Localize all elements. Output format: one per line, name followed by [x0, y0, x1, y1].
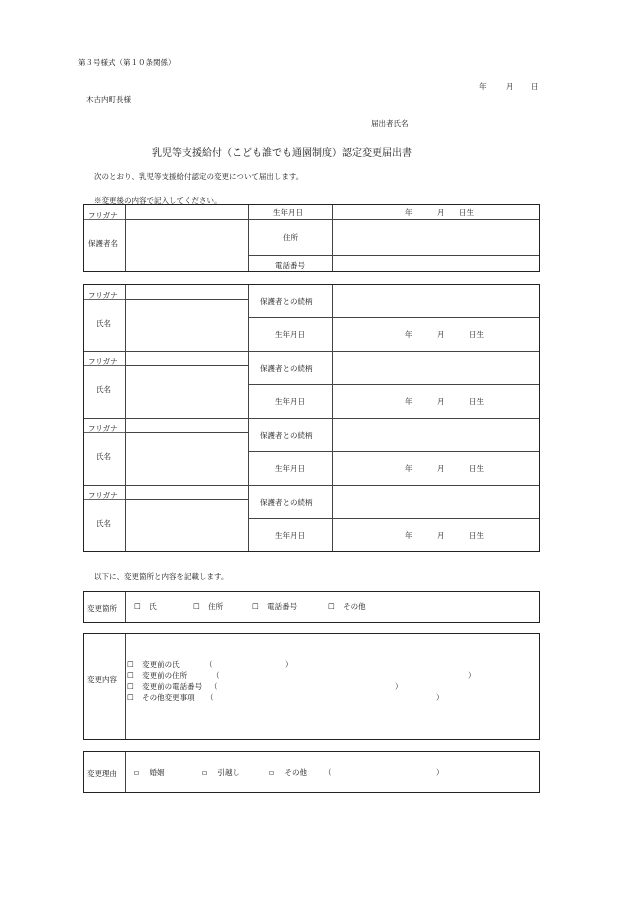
child-1-furigana-label: フリガナ — [88, 291, 118, 300]
change-content-label: 変更内容 — [87, 675, 117, 684]
change-reason-option-moving[interactable]: ▫ 引越し — [202, 768, 240, 777]
child-1-birth-label: 生年月日 — [275, 330, 305, 339]
open-paren: （ — [205, 660, 213, 669]
close-paren: ） — [285, 660, 293, 669]
checkbox-icon[interactable]: ▫ — [134, 768, 140, 777]
checkbox-icon[interactable]: ☐ — [134, 602, 141, 611]
change-content-line-surname[interactable]: ☐ 変更前の氏 — [127, 660, 180, 669]
change-place-option-phone[interactable]: ☐ 電話番号 — [252, 602, 298, 611]
change-place-option-other[interactable]: ☐ その他 — [328, 602, 366, 611]
child-4-furigana-label: フリガナ — [88, 491, 118, 500]
child-3-birth-label: 生年月日 — [275, 464, 305, 473]
checkbox-icon[interactable]: ▫ — [202, 768, 208, 777]
open-paren: （ — [212, 671, 220, 680]
instruction-text: ※変更後の内容で記入してください。 — [94, 196, 222, 205]
child-4-name-label: 氏名 — [96, 519, 111, 528]
child-3-relation-label: 保護者との続柄 — [260, 431, 313, 440]
guardian-table — [83, 204, 540, 272]
child-4-birth-month: 月 — [437, 531, 445, 540]
addressee: 木古内町長様 — [86, 95, 131, 104]
open-paren: （ — [210, 682, 218, 691]
change-reason-option-other[interactable]: ▫ その他 — [269, 768, 307, 777]
change-reason-box — [83, 751, 540, 793]
child-2-relation-label: 保護者との続柄 — [260, 364, 313, 373]
child-1-name-label: 氏名 — [96, 319, 111, 328]
form-number: 第３号様式（第１０条関係） — [78, 58, 176, 67]
close-paren: ） — [395, 682, 403, 691]
child-1-relation-label: 保護者との続柄 — [260, 297, 313, 306]
child-2-name-label: 氏名 — [96, 385, 111, 394]
children-table — [83, 284, 540, 552]
checkbox-icon[interactable]: ▫ — [269, 768, 275, 777]
checkbox-icon[interactable]: ☐ — [252, 602, 259, 611]
change-place-option-address[interactable]: ☐ 住所 — [193, 602, 224, 611]
child-2-birth-day: 日生 — [469, 397, 484, 406]
close-paren: ） — [468, 671, 476, 680]
child-2-furigana-label: フリガナ — [88, 357, 118, 366]
change-reason-label: 変更理由 — [87, 769, 117, 778]
guardian-birth-month: 月 — [437, 208, 445, 217]
intro-text: 次のとおり、乳児等支援給付認定の変更について届出します。 — [94, 172, 304, 181]
change-content-line-other[interactable]: ☐ その他変更事項 — [127, 693, 195, 702]
child-3-name-label: 氏名 — [96, 452, 111, 461]
date-day: 日 — [531, 82, 539, 91]
checkbox-icon[interactable]: ☐ — [193, 602, 200, 611]
child-3-birth-month: 月 — [437, 464, 445, 473]
change-reason-option-marriage[interactable]: ▫ 婚姻 — [134, 768, 165, 777]
checkbox-icon[interactable]: ☐ — [127, 671, 134, 680]
open-paren: （ — [206, 693, 214, 702]
change-place-label: 変更箇所 — [87, 604, 117, 613]
guardian-birth-year: 年 — [405, 208, 413, 217]
close-paren: ） — [436, 768, 444, 777]
child-4-relation-label: 保護者との続柄 — [260, 498, 313, 507]
close-paren: ） — [436, 693, 444, 702]
change-intro-text: 以下に、変更箇所と内容を記載します。 — [94, 572, 229, 581]
guardian-birth-label: 生年月日 — [273, 208, 303, 217]
child-3-birth-day: 日生 — [469, 464, 484, 473]
date-year: 年 — [479, 82, 487, 91]
guardian-birth-day: 日生 — [459, 208, 474, 217]
guardian-furigana-label: フリガナ — [88, 211, 118, 220]
child-4-birth-year: 年 — [405, 531, 413, 540]
child-3-furigana-label: フリガナ — [88, 424, 118, 433]
date-month: 月 — [506, 82, 514, 91]
open-paren: （ — [324, 768, 332, 777]
change-content-line-address[interactable]: ☐ 変更前の住所 — [127, 671, 188, 680]
child-4-birth-day: 日生 — [469, 531, 484, 540]
child-3-birth-year: 年 — [405, 464, 413, 473]
child-1-birth-day: 日生 — [469, 330, 484, 339]
checkbox-icon[interactable]: ☐ — [127, 693, 134, 702]
change-content-box — [83, 633, 540, 740]
child-1-birth-month: 月 — [437, 330, 445, 339]
checkbox-icon[interactable]: ☐ — [328, 602, 335, 611]
checkbox-icon[interactable]: ☐ — [127, 660, 134, 669]
child-1-birth-year: 年 — [405, 330, 413, 339]
document-title: 乳児等支援給付（こども誰でも通園制度）認定変更届出書 — [152, 148, 412, 159]
guardian-phone-label: 電話番号 — [275, 261, 305, 270]
change-place-option-surname[interactable]: ☐ 氏 — [134, 602, 157, 611]
guardian-name-label: 保護者名 — [88, 239, 118, 248]
child-2-birth-year: 年 — [405, 397, 413, 406]
change-content-line-phone[interactable]: ☐ 変更前の電話番号 — [127, 682, 203, 691]
guardian-address-label: 住所 — [283, 233, 298, 242]
checkbox-icon[interactable]: ☐ — [127, 682, 134, 691]
change-place-box — [83, 591, 540, 623]
child-2-birth-label: 生年月日 — [275, 397, 305, 406]
child-4-birth-label: 生年月日 — [275, 531, 305, 540]
applicant-name-label: 届出者氏名 — [371, 119, 409, 128]
child-2-birth-month: 月 — [437, 397, 445, 406]
